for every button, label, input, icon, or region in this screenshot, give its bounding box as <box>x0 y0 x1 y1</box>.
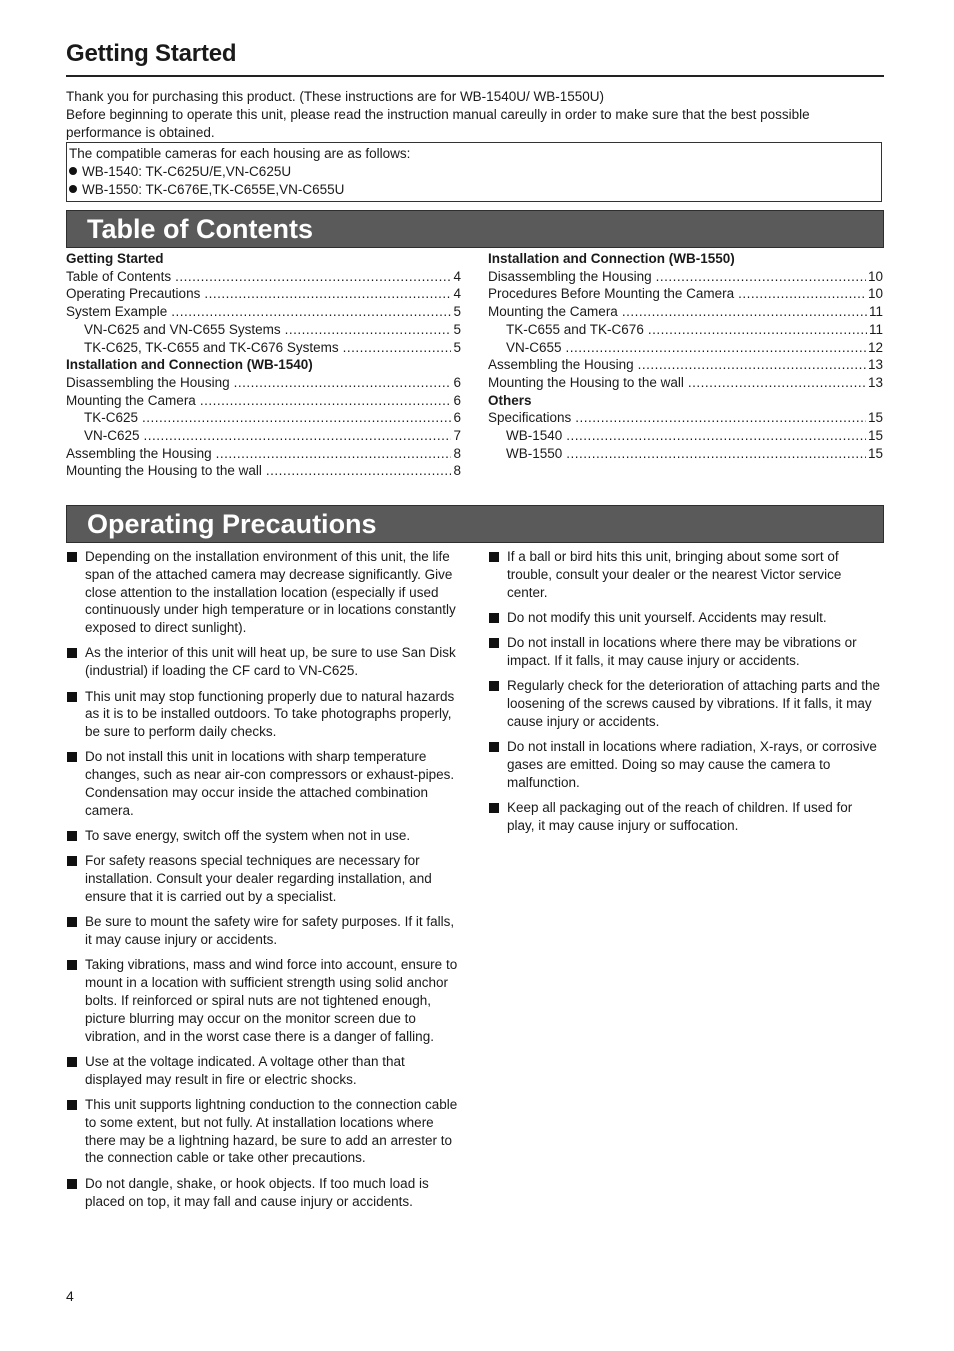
precaution-text: This unit may stop functioning properly due to natural hazards as it is to be installed outdoors. To take photographs properly, be sure to perform daily checks. <box>85 688 455 740</box>
toc-entry-label: System Example <box>66 304 168 320</box>
precaution-text: If a ball or bird hits this unit, bringing about some sort of trouble, consult your dealer or the nearest Victor service center. <box>507 549 842 600</box>
compat-item-text: WB-1550: TK-C676E,TK-C655E,VN-C655U <box>82 182 345 197</box>
precaution-text: To save energy, switch off the system when not in use. <box>85 828 411 844</box>
precautions-left-column <box>66 548 461 1218</box>
toc-page-number: 11 <box>868 304 883 320</box>
bullet-icon <box>69 167 77 175</box>
toc-entry-label: TK-C655 and TK-C676 <box>506 321 644 337</box>
toc-page-number: 6 <box>453 374 461 390</box>
precaution-text: Regularly check for the deterioration of attaching parts and the loosening of the screws caused by vibrations. If it falls, it may cause injury or accidents. <box>507 678 880 729</box>
square-bullet-icon <box>489 681 499 691</box>
toc-right-column <box>488 250 883 462</box>
precaution-text: Keep all packaging out of the reach of children. If used for play, it may cause injury or suffocation. <box>507 800 853 833</box>
toc-entry-label: Table of Contents <box>66 268 172 284</box>
title-divider <box>66 75 884 77</box>
toc-page-number: 10 <box>867 286 883 302</box>
compat-heading: The compatible cameras for each housing are as follows: <box>69 146 411 161</box>
toc-dot-leader <box>266 462 452 480</box>
toc-entry-label: Assembling the Housing <box>488 357 634 373</box>
toc-page-number: 11 <box>868 321 883 337</box>
square-bullet-icon <box>67 960 77 970</box>
toc-entry[interactable] <box>488 303 883 321</box>
toc-sub-entry[interactable] <box>488 445 883 463</box>
toc-dot-leader <box>175 268 451 286</box>
square-bullet-icon <box>67 648 77 658</box>
toc-entry-label: WB-1540 <box>506 428 563 444</box>
precaution-item <box>66 1096 461 1167</box>
toc-dot-leader <box>566 427 866 445</box>
toc-entry-label: Mounting the Housing to the wall <box>66 463 262 479</box>
toc-page-number: 4 <box>453 286 461 302</box>
precaution-text: Be sure to mount the safety wire for safety purposes. If it falls, it may cause injury or accidents. <box>85 914 455 948</box>
toc-entry-label: Disassembling the Housing <box>66 374 230 390</box>
precaution-item <box>66 688 461 741</box>
toc-entry[interactable] <box>66 392 461 410</box>
precaution-item <box>488 799 883 835</box>
toc-entry-label: VN-C625 and VN-C655 Systems <box>84 321 281 337</box>
precaution-text: Do not modify this unit yourself. Accidents may result. <box>507 609 827 625</box>
toc-title: Table of Contents <box>87 214 313 244</box>
intro-text <box>66 88 884 142</box>
toc-dot-leader <box>216 445 452 463</box>
toc-dot-leader <box>343 339 452 357</box>
toc-entry-label: Disassembling the Housing <box>488 268 652 284</box>
toc-section-heading: Others <box>488 392 532 408</box>
toc-sub-entry[interactable] <box>488 339 883 357</box>
toc-entry-label: Assembling the Housing <box>66 445 212 461</box>
toc-dot-leader <box>638 356 866 374</box>
precaution-text: Use at the voltage indicated. A voltage other than that displayed may result in fire or electric shocks. <box>85 1053 405 1087</box>
precautions-header <box>66 505 884 543</box>
toc-section-heading: Installation and Connection (WB-1550) <box>488 251 735 266</box>
toc-entry[interactable] <box>488 356 883 374</box>
toc-page-number: 5 <box>453 339 461 355</box>
precaution-item <box>66 548 461 637</box>
toc-entry[interactable] <box>66 374 461 392</box>
toc-header <box>66 210 884 248</box>
toc-entry-label: VN-C625 <box>84 428 140 444</box>
precaution-item <box>66 956 461 1045</box>
toc-page-number: 6 <box>453 410 461 426</box>
toc-entry-label: Mounting the Camera <box>66 392 196 408</box>
square-bullet-icon <box>67 752 77 762</box>
toc-dot-leader <box>648 321 867 339</box>
toc-entry-label: Specifications <box>488 410 572 426</box>
toc-dot-leader <box>622 303 867 321</box>
precaution-text: Do not install in locations where there may be vibrations or impact. If it falls, it may cause injury or accidents. <box>507 635 857 668</box>
precaution-item <box>488 634 883 670</box>
toc-entry-label: Procedures Before Mounting the Camera <box>488 286 735 302</box>
toc-page-number: 5 <box>453 321 461 337</box>
toc-dot-leader <box>688 374 866 392</box>
compat-item-text: WB-1540: TK-C625U/E,VN-C625U <box>82 164 292 179</box>
toc-page-number: 13 <box>867 357 883 373</box>
toc-entry-label: Mounting the Camera <box>488 304 618 320</box>
toc-sub-entry[interactable] <box>488 321 883 339</box>
compatible-cameras-box <box>66 142 882 202</box>
precaution-text: Do not install in locations where radiation, X-rays, or corrosive gases are emitted. Doing so may cause the camera to malfunction. <box>507 739 877 790</box>
precaution-item <box>66 644 461 680</box>
toc-dot-leader <box>234 374 452 392</box>
intro-line-2: Before beginning to operate this unit, please read the instruction manual careully in order to make sure that the best possible performance is obtained. <box>66 107 810 140</box>
toc-entry[interactable] <box>66 285 461 303</box>
toc-entry-label: TK-C625, TK-C655 and TK-C676 Systems <box>84 339 339 355</box>
precaution-item <box>488 738 883 791</box>
toc-dot-leader <box>566 445 866 463</box>
page-number: 4 <box>66 1288 74 1304</box>
toc-section-heading: Installation and Connection (WB-1540) <box>66 357 313 373</box>
toc-dot-leader <box>656 268 866 286</box>
toc-section-heading: Getting Started <box>66 251 164 266</box>
toc-page-number: 7 <box>453 428 461 444</box>
toc-entry-label: Operating Precautions <box>66 286 201 302</box>
precaution-item <box>66 827 461 845</box>
square-bullet-icon <box>489 638 499 648</box>
toc-dot-leader <box>285 321 452 339</box>
square-bullet-icon <box>67 856 77 866</box>
toc-dot-leader <box>200 392 452 410</box>
toc-entry[interactable] <box>488 409 883 427</box>
toc-sub-entry[interactable] <box>66 321 461 339</box>
toc-sub-entry[interactable] <box>66 427 461 445</box>
toc-entry[interactable] <box>66 303 461 321</box>
toc-sub-entry[interactable] <box>66 409 461 427</box>
square-bullet-icon <box>67 1179 77 1189</box>
precaution-item <box>488 609 883 627</box>
square-bullet-icon <box>67 552 77 562</box>
compat-item <box>69 181 881 199</box>
toc-page-number: 5 <box>453 304 461 320</box>
toc-entry[interactable] <box>488 374 883 392</box>
toc-page-number: 15 <box>867 410 883 426</box>
toc-dot-leader <box>575 409 866 427</box>
toc-entry-label: TK-C625 <box>84 410 139 426</box>
square-bullet-icon <box>67 1100 77 1110</box>
toc-page-number: 15 <box>867 445 883 461</box>
precaution-text: For safety reasons special techniques are necessary for installation. Consult your dealer regarding installation, and ensure that it is carried out by a specialist. <box>85 853 432 905</box>
precaution-text: As the interior of this unit will heat up, be sure to use San Disk (industrial) if loading the CF card to VN-C625. <box>85 645 456 679</box>
toc-dot-leader <box>204 285 451 303</box>
toc-entry-label: Mounting the Housing to the wall <box>488 374 684 390</box>
precaution-text: Taking vibrations, mass and wind force into account, ensure to mount in a location with sufficient strength using solid anchor bolts. If reinforced or spiral nuts are not tightened enough, picture blurring may occur on the monitor screen due to vibration, and in the worst case there is a danger of falling. <box>85 957 458 1044</box>
square-bullet-icon <box>67 1057 77 1067</box>
toc-sub-entry[interactable] <box>66 339 461 357</box>
toc-page-number: 10 <box>867 268 883 284</box>
precautions-title: Operating Precautions <box>87 509 377 539</box>
square-bullet-icon <box>489 803 499 813</box>
square-bullet-icon <box>67 692 77 702</box>
toc-page-number: 12 <box>867 339 883 355</box>
toc-page-number: 13 <box>867 374 883 390</box>
toc-page-number: 4 <box>453 268 461 284</box>
compat-item <box>69 163 881 181</box>
toc-page-number: 8 <box>453 463 461 479</box>
toc-left-column <box>66 250 461 480</box>
square-bullet-icon <box>489 613 499 623</box>
toc-entry[interactable] <box>66 462 461 480</box>
precaution-item <box>488 548 883 601</box>
intro-line-1: Thank you for purchasing this product. (These instructions are for WB-1540U/ WB-1550U) <box>66 89 604 104</box>
getting-started-title: Getting Started <box>66 40 237 67</box>
toc-entry-label: WB-1550 <box>506 445 563 461</box>
toc-page-number: 8 <box>453 445 461 461</box>
precaution-item <box>66 1053 461 1089</box>
precaution-text: Do not install this unit in locations with sharp temperature changes, such as near air-con compressors or exhaust-pipes. Condensation may occur inside the attached combination camera. <box>85 749 455 818</box>
square-bullet-icon <box>489 552 499 562</box>
precautions-right-column <box>488 548 883 842</box>
precaution-text: This unit supports lightning conduction to the connection cable to some extent, but not fully. At installation locations where there may be a lightning hazard, be sure to add an arrester to the connection cable or take other precautions. <box>85 1097 458 1166</box>
toc-entry-label: VN-C655 <box>506 339 562 355</box>
toc-dot-leader <box>738 285 866 303</box>
square-bullet-icon <box>67 917 77 927</box>
toc-page-number: 6 <box>453 392 461 408</box>
precaution-text: Depending on the installation environment of this unit, the life span of the attached camera may decrease significantly. Give close attention to the installation location (especially if used continuously under high temperature or in locations constantly exposed to direct sunlight). <box>85 549 456 636</box>
toc-dot-leader <box>566 339 866 357</box>
precaution-item <box>66 913 461 949</box>
precaution-text: Do not dangle, shake, or hook objects. If too much load is placed on top, it may fall and cause injury or accidents. <box>85 1175 429 1209</box>
toc-entry[interactable] <box>488 285 883 303</box>
precaution-item <box>66 748 461 819</box>
toc-entry[interactable] <box>488 268 883 286</box>
square-bullet-icon <box>67 831 77 841</box>
square-bullet-icon <box>489 742 499 752</box>
toc-sub-entry[interactable] <box>488 427 883 445</box>
toc-dot-leader <box>144 427 452 445</box>
precaution-item <box>66 1175 461 1211</box>
precaution-item <box>66 852 461 905</box>
toc-entry[interactable] <box>66 445 461 463</box>
toc-entry[interactable] <box>66 268 461 286</box>
toc-dot-leader <box>171 303 451 321</box>
precaution-item <box>488 677 883 730</box>
toc-dot-leader <box>142 409 451 427</box>
toc-page-number: 15 <box>867 428 883 444</box>
bullet-icon <box>69 185 77 193</box>
